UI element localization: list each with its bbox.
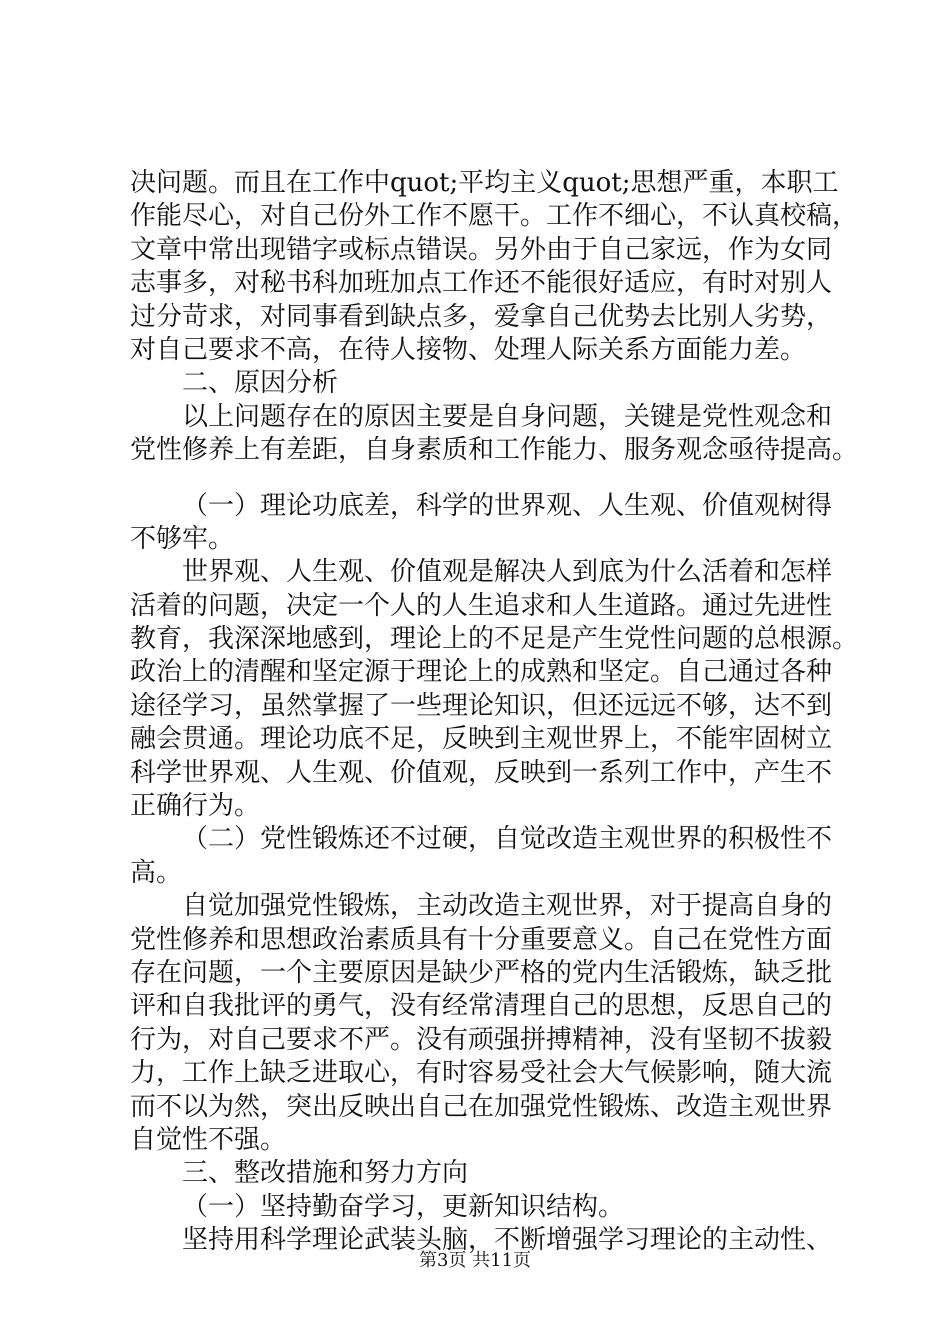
text-line: 途径学习，虽然掌握了一些理论知识，但还远远不够，达不到 [130, 690, 833, 721]
text-line: 正确行为。 [130, 791, 261, 822]
paragraph-spacer [130, 468, 830, 490]
text-line: 评和自我批评的勇气，没有经常清理自己的思想，反思自己的 [130, 991, 833, 1022]
text-line: 自觉加强党性锻炼，主动改造主观世界，对于提高自身的 [182, 891, 833, 922]
text-line: 教育，我深深地感到，理论上的不足是产生党性问题的总根源。 [130, 624, 859, 655]
text-line: （一）坚持勤奋学习，更新知识结构。 [182, 1191, 625, 1222]
text-line: （一）理论功底差，科学的世界观、人生观、价值观树得 [182, 490, 833, 521]
text-line: 党性修养上有差距，自身素质和工作能力、服务观念亟待提高。 [130, 435, 859, 466]
text-line: 世界观、人生观、价值观是解决人到底为什么活着和怎样 [182, 557, 833, 588]
text-line: 高。 [130, 857, 183, 888]
text-line: 志事多，对秘书科加班加点工作还不能很好适应，有时对别人 [130, 268, 833, 299]
text-line: 而不以为然，突出反映出自己在加强党性锻炼、改造主观世界 [130, 1091, 833, 1122]
text-line: 活着的问题，决定一个人的人生追求和人生道路。通过先进性 [130, 590, 833, 621]
text-line: 力，工作上缺乏进取心，有时容易受社会大气候影响，随大流 [130, 1058, 833, 1089]
text-line: （二）党性锻炼还不过硬，自觉改造主观世界的积极性不 [182, 824, 833, 855]
document-body [130, 167, 859, 1258]
text-line: 自觉性不强。 [130, 1124, 287, 1155]
text-line: 不够牢。 [130, 523, 235, 554]
text-line: 决问题。而且在工作中quot;平均主义quot;思想严重，本职工 [130, 168, 839, 198]
text-line: 融会贯通。理论功底不足，反映到主观世界上，不能牢固树立 [130, 724, 833, 755]
text-line: 二、原因分析 [182, 368, 339, 399]
text-line: 坚持用科学理论武装头脑，不断增强学习理论的主动性、 [182, 1225, 833, 1256]
text-line: 过分苛求，对同事看到缺点多，爱拿自己优势去比别人劣势， [130, 301, 833, 332]
text-line: 对自己要求不高，在待人接物、处理人际关系方面能力差。 [130, 334, 807, 365]
text-line: 政治上的清醒和坚定源于理论上的成熟和坚定。自己通过各种 [130, 657, 833, 688]
text-line: 存在问题，一个主要原因是缺少严格的党内生活锻炼，缺乏批 [130, 957, 833, 988]
page-footer: 第3页 共11页 [418, 1250, 532, 1271]
text-line: 党性修养和思想政治素质具有十分重要意义。自己在党性方面 [130, 924, 833, 955]
text-line: 行为，对自己要求不严。没有顽强拼搏精神，没有坚韧不拔毅 [130, 1024, 833, 1055]
text-line: 作能尽心，对自己份外工作不愿干。工作不细心，不认真校稿， [130, 201, 859, 232]
text-line: 以上问题存在的原因主要是自身问题，关键是党性观念和 [182, 401, 833, 432]
text-line: 文章中常出现错字或标点错误。另外由于自己家远，作为女同 [130, 234, 833, 265]
text-line: 三、整改措施和努力方向 [182, 1158, 469, 1189]
text-line: 科学世界观、人生观、价值观，反映到一系列工作中，产生不 [130, 757, 833, 788]
